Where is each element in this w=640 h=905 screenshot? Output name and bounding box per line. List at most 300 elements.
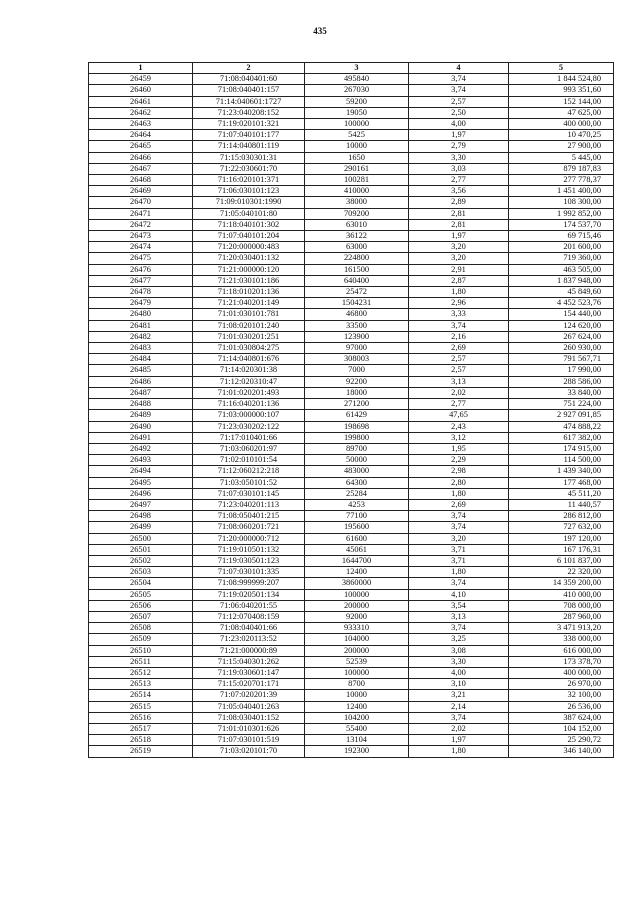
table-row: [89, 522, 614, 533]
row-number-cell: 26467: [89, 163, 193, 174]
table-row: [89, 264, 614, 275]
area-cell: 64300: [305, 477, 409, 488]
area-cell: 271200: [305, 399, 409, 410]
cadastral-number-cell: 71:19:030601:147: [193, 667, 305, 678]
table-row: [89, 712, 614, 723]
row-number-cell: 26481: [89, 320, 193, 331]
amount-cell: 22 320,00: [509, 567, 614, 578]
table-row: [89, 735, 614, 746]
table-row: [89, 186, 614, 197]
rate-cell: 3,74: [409, 712, 509, 723]
cadastral-number-cell: 71:07:040101:204: [193, 231, 305, 242]
row-number-cell: 26488: [89, 399, 193, 410]
amount-cell: 14 359 200,00: [509, 578, 614, 589]
cadastral-number-cell: 71:07:030101:145: [193, 488, 305, 499]
rate-cell: 3,10: [409, 679, 509, 690]
cadastral-number-cell: 71:01:030201:251: [193, 331, 305, 342]
area-cell: 52539: [305, 656, 409, 667]
rate-cell: 2,79: [409, 141, 509, 152]
table-row: [89, 667, 614, 678]
rate-cell: 1,80: [409, 567, 509, 578]
amount-cell: 2 927 091,85: [509, 410, 614, 421]
cadastral-number-cell: 71:15:040301:262: [193, 656, 305, 667]
amount-cell: 1 837 948,00: [509, 275, 614, 286]
amount-cell: 174 537,70: [509, 219, 614, 230]
area-cell: 33500: [305, 320, 409, 331]
table-row: [89, 600, 614, 611]
amount-cell: 177 468,00: [509, 477, 614, 488]
rate-cell: 2,02: [409, 723, 509, 734]
row-number-cell: 26499: [89, 522, 193, 533]
cadastral-number-cell: 71:05:040401:263: [193, 701, 305, 712]
table-row: [89, 85, 614, 96]
table-row: [89, 589, 614, 600]
amount-cell: 11 440,57: [509, 499, 614, 510]
row-number-cell: 26496: [89, 488, 193, 499]
table-row: [89, 645, 614, 656]
cadastral-number-cell: 71:07:040101:177: [193, 130, 305, 141]
amount-cell: 288 586,00: [509, 376, 614, 387]
rate-cell: 2,87: [409, 275, 509, 286]
table-row: [89, 354, 614, 365]
row-number-cell: 26506: [89, 600, 193, 611]
row-number-cell: 26479: [89, 298, 193, 309]
table-row: [89, 119, 614, 130]
row-number-cell: 26468: [89, 175, 193, 186]
row-number-cell: 26494: [89, 466, 193, 477]
amount-cell: 617 382,00: [509, 432, 614, 443]
cadastral-number-cell: 71:20:000000:712: [193, 533, 305, 544]
table-row: [89, 533, 614, 544]
table-row: [89, 376, 614, 387]
table-row: [89, 152, 614, 163]
table-row: [89, 701, 614, 712]
area-cell: 161500: [305, 264, 409, 275]
cadastral-number-cell: 71:15:030301:31: [193, 152, 305, 163]
row-number-cell: 26492: [89, 443, 193, 454]
row-number-cell: 26464: [89, 130, 193, 141]
cadastral-number-cell: 71:01:010301:626: [193, 723, 305, 734]
cadastral-number-cell: 71:14:040801:676: [193, 354, 305, 365]
table-row: [89, 130, 614, 141]
data-table: [88, 62, 614, 758]
amount-cell: 27 900,00: [509, 141, 614, 152]
row-number-cell: 26503: [89, 567, 193, 578]
area-cell: 1504231: [305, 298, 409, 309]
cadastral-number-cell: 71:14:020301:38: [193, 365, 305, 376]
table-row: [89, 410, 614, 421]
table-row: [89, 287, 614, 298]
row-number-cell: 26484: [89, 354, 193, 365]
area-cell: 92200: [305, 376, 409, 387]
column-header-3: 3: [305, 63, 409, 74]
area-cell: 10000: [305, 690, 409, 701]
area-cell: 18000: [305, 387, 409, 398]
table-row: [89, 309, 614, 320]
table-row: [89, 387, 614, 398]
area-cell: 267030: [305, 85, 409, 96]
area-cell: 199800: [305, 432, 409, 443]
table-row: [89, 343, 614, 354]
amount-cell: 25 290,72: [509, 735, 614, 746]
table-row: [89, 242, 614, 253]
amount-cell: 727 632,00: [509, 522, 614, 533]
amount-cell: 463 505,00: [509, 264, 614, 275]
rate-cell: 1,95: [409, 443, 509, 454]
area-cell: 46800: [305, 309, 409, 320]
cadastral-number-cell: 71:12:070408:159: [193, 611, 305, 622]
table-row: [89, 634, 614, 645]
rate-cell: 3,13: [409, 611, 509, 622]
row-number-cell: 26513: [89, 679, 193, 690]
cadastral-number-cell: 71:23:040201:113: [193, 499, 305, 510]
row-number-cell: 26500: [89, 533, 193, 544]
amount-cell: 708 000,00: [509, 600, 614, 611]
row-number-cell: 26472: [89, 219, 193, 230]
table-row: [89, 499, 614, 510]
amount-cell: 791 567,71: [509, 354, 614, 365]
table-row: [89, 567, 614, 578]
area-cell: 483000: [305, 466, 409, 477]
rate-cell: 3,03: [409, 163, 509, 174]
amount-cell: 993 351,60: [509, 85, 614, 96]
cadastral-number-cell: 71:23:030202:122: [193, 421, 305, 432]
cadastral-number-cell: 71:07:020201:39: [193, 690, 305, 701]
row-number-cell: 26478: [89, 287, 193, 298]
table-row: [89, 544, 614, 555]
table-row: [89, 298, 614, 309]
area-cell: 640400: [305, 275, 409, 286]
area-cell: 7000: [305, 365, 409, 376]
rate-cell: 2,57: [409, 96, 509, 107]
amount-cell: 1 844 524,80: [509, 74, 614, 85]
rate-cell: 1,97: [409, 231, 509, 242]
rate-cell: 1,97: [409, 130, 509, 141]
row-number-cell: 26510: [89, 645, 193, 656]
row-number-cell: 26512: [89, 667, 193, 678]
cadastral-number-cell: 71:15:020701:171: [193, 679, 305, 690]
row-number-cell: 26466: [89, 152, 193, 163]
table-row: [89, 555, 614, 566]
cadastral-number-cell: 71:08:020101:240: [193, 320, 305, 331]
area-cell: 1644700: [305, 555, 409, 566]
rate-cell: 2,81: [409, 219, 509, 230]
table-row: [89, 477, 614, 488]
cadastral-number-cell: 71:16:020101:371: [193, 175, 305, 186]
table-row: [89, 723, 614, 734]
amount-cell: 124 620,00: [509, 320, 614, 331]
row-number-cell: 26502: [89, 555, 193, 566]
row-number-cell: 26517: [89, 723, 193, 734]
rate-cell: 4,10: [409, 589, 509, 600]
rate-cell: 3,20: [409, 253, 509, 264]
amount-cell: 167 176,31: [509, 544, 614, 555]
area-cell: 410000: [305, 186, 409, 197]
table-row: [89, 275, 614, 286]
column-header-1: 1: [89, 63, 193, 74]
row-number-cell: 26473: [89, 231, 193, 242]
row-number-cell: 26518: [89, 735, 193, 746]
cadastral-number-cell: 71:09:010301:1990: [193, 197, 305, 208]
rate-cell: 3,74: [409, 623, 509, 634]
cadastral-number-cell: 71:01:030101:781: [193, 309, 305, 320]
table-row: [89, 432, 614, 443]
row-number-cell: 26470: [89, 197, 193, 208]
area-cell: 195600: [305, 522, 409, 533]
row-number-cell: 26471: [89, 208, 193, 219]
area-cell: 36122: [305, 231, 409, 242]
rate-cell: 3,13: [409, 376, 509, 387]
cadastral-number-cell: 71:12:060212:218: [193, 466, 305, 477]
amount-cell: 104 152,00: [509, 723, 614, 734]
page-number: 435: [313, 26, 327, 36]
cadastral-number-cell: 71:18:040101:302: [193, 219, 305, 230]
rate-cell: 3,21: [409, 690, 509, 701]
cadastral-number-cell: 71:03:000000:107: [193, 410, 305, 421]
cadastral-number-cell: 71:22:030601:70: [193, 163, 305, 174]
row-number-cell: 26460: [89, 85, 193, 96]
table-row: [89, 163, 614, 174]
rate-cell: 2,57: [409, 365, 509, 376]
amount-cell: 154 440,00: [509, 309, 614, 320]
table-row: [89, 690, 614, 701]
table-row: [89, 331, 614, 342]
row-number-cell: 26461: [89, 96, 193, 107]
table-row: [89, 443, 614, 454]
table-row: [89, 511, 614, 522]
table-row: [89, 488, 614, 499]
row-number-cell: 26498: [89, 511, 193, 522]
cadastral-number-cell: 71:08:999999:207: [193, 578, 305, 589]
amount-cell: 26 536,00: [509, 701, 614, 712]
cadastral-number-cell: 71:08:040401:60: [193, 74, 305, 85]
area-cell: 92000: [305, 611, 409, 622]
row-number-cell: 26504: [89, 578, 193, 589]
row-number-cell: 26509: [89, 634, 193, 645]
row-number-cell: 26476: [89, 264, 193, 275]
table-row: [89, 578, 614, 589]
area-cell: 25284: [305, 488, 409, 499]
amount-cell: 47 625,00: [509, 107, 614, 118]
cadastral-number-cell: 71:18:010201:136: [193, 287, 305, 298]
amount-cell: 4 452 523,76: [509, 298, 614, 309]
amount-cell: 17 990,00: [509, 365, 614, 376]
table-row: [89, 365, 614, 376]
amount-cell: 751 224,00: [509, 399, 614, 410]
area-cell: 224800: [305, 253, 409, 264]
table-row: [89, 746, 614, 757]
table-row: [89, 455, 614, 466]
amount-cell: 114 500,00: [509, 455, 614, 466]
table-header-row: [89, 63, 614, 74]
cadastral-number-cell: 71:03:050101:52: [193, 477, 305, 488]
rate-cell: 2,69: [409, 499, 509, 510]
rate-cell: 2,57: [409, 354, 509, 365]
cadastral-number-cell: 71:21:000000:120: [193, 264, 305, 275]
row-number-cell: 26486: [89, 376, 193, 387]
area-cell: 192300: [305, 746, 409, 757]
area-cell: 55400: [305, 723, 409, 734]
cadastral-number-cell: 71:20:030401:132: [193, 253, 305, 264]
row-number-cell: 26508: [89, 623, 193, 634]
amount-cell: 32 100,00: [509, 690, 614, 701]
area-cell: 4253: [305, 499, 409, 510]
area-cell: 3860000: [305, 578, 409, 589]
cadastral-number-cell: 71:14:040601:1727: [193, 96, 305, 107]
row-number-cell: 26474: [89, 242, 193, 253]
amount-cell: 277 778,37: [509, 175, 614, 186]
table-row: [89, 231, 614, 242]
table-row: [89, 623, 614, 634]
area-cell: 495840: [305, 74, 409, 85]
cadastral-number-cell: 71:08:040401:157: [193, 85, 305, 96]
rate-cell: 2,16: [409, 331, 509, 342]
row-number-cell: 26519: [89, 746, 193, 757]
row-number-cell: 26495: [89, 477, 193, 488]
cadastral-number-cell: 71:14:040801:119: [193, 141, 305, 152]
rate-cell: 3,20: [409, 533, 509, 544]
row-number-cell: 26491: [89, 432, 193, 443]
rate-cell: 2,50: [409, 107, 509, 118]
rate-cell: 2,69: [409, 343, 509, 354]
table-row: [89, 96, 614, 107]
amount-cell: 260 930,00: [509, 343, 614, 354]
area-cell: 13104: [305, 735, 409, 746]
area-cell: 200000: [305, 645, 409, 656]
cadastral-number-cell: 71:03:020101:70: [193, 746, 305, 757]
table-row: [89, 399, 614, 410]
area-cell: 5425: [305, 130, 409, 141]
area-cell: 10000: [305, 141, 409, 152]
amount-cell: 616 000,00: [509, 645, 614, 656]
amount-cell: 287 960,00: [509, 611, 614, 622]
area-cell: 308003: [305, 354, 409, 365]
rate-cell: 3,74: [409, 578, 509, 589]
rate-cell: 4,00: [409, 119, 509, 130]
amount-cell: 69 715,46: [509, 231, 614, 242]
amount-cell: 338 000,00: [509, 634, 614, 645]
rate-cell: 1,97: [409, 735, 509, 746]
row-number-cell: 26497: [89, 499, 193, 510]
rate-cell: 3,56: [409, 186, 509, 197]
table-row: [89, 208, 614, 219]
area-cell: 933310: [305, 623, 409, 634]
data-table-container: [88, 62, 613, 758]
area-cell: 100000: [305, 119, 409, 130]
rate-cell: 1,80: [409, 746, 509, 757]
area-cell: 8700: [305, 679, 409, 690]
rate-cell: 2,77: [409, 399, 509, 410]
rate-cell: 2,43: [409, 421, 509, 432]
cadastral-number-cell: 71:08:030401:152: [193, 712, 305, 723]
cadastral-number-cell: 71:07:030101:335: [193, 567, 305, 578]
area-cell: 97000: [305, 343, 409, 354]
area-cell: 709200: [305, 208, 409, 219]
row-number-cell: 26465: [89, 141, 193, 152]
area-cell: 38000: [305, 197, 409, 208]
column-header-4: 4: [409, 63, 509, 74]
amount-cell: 1 992 852,00: [509, 208, 614, 219]
row-number-cell: 26483: [89, 343, 193, 354]
rate-cell: 2,80: [409, 477, 509, 488]
area-cell: 61600: [305, 533, 409, 544]
cadastral-number-cell: 71:19:020501:134: [193, 589, 305, 600]
row-number-cell: 26493: [89, 455, 193, 466]
amount-cell: 474 888,22: [509, 421, 614, 432]
table-row: [89, 679, 614, 690]
table-row: [89, 253, 614, 264]
cadastral-number-cell: 71:19:030501:123: [193, 555, 305, 566]
row-number-cell: 26477: [89, 275, 193, 286]
area-cell: 123900: [305, 331, 409, 342]
area-cell: 100000: [305, 667, 409, 678]
cadastral-number-cell: 71:20:000000:483: [193, 242, 305, 253]
column-header-2: 2: [193, 63, 305, 74]
cadastral-number-cell: 71:12:020310:47: [193, 376, 305, 387]
amount-cell: 173 378,70: [509, 656, 614, 667]
table-row: [89, 611, 614, 622]
rate-cell: 2,89: [409, 197, 509, 208]
row-number-cell: 26487: [89, 387, 193, 398]
rate-cell: 3,74: [409, 320, 509, 331]
cadastral-number-cell: 71:19:010501:132: [193, 544, 305, 555]
area-cell: 12400: [305, 567, 409, 578]
table-row: [89, 141, 614, 152]
area-cell: 100281: [305, 175, 409, 186]
amount-cell: 10 470,25: [509, 130, 614, 141]
area-cell: 59200: [305, 96, 409, 107]
rate-cell: 47,65: [409, 410, 509, 421]
row-number-cell: 26485: [89, 365, 193, 376]
rate-cell: 3,71: [409, 555, 509, 566]
area-cell: 200000: [305, 600, 409, 611]
cadastral-number-cell: 71:19:020101:321: [193, 119, 305, 130]
table-body: [89, 74, 614, 757]
area-cell: 19050: [305, 107, 409, 118]
rate-cell: 3,74: [409, 511, 509, 522]
amount-cell: 45 511,20: [509, 488, 614, 499]
row-number-cell: 26463: [89, 119, 193, 130]
area-cell: 1650: [305, 152, 409, 163]
table-row: [89, 466, 614, 477]
amount-cell: 719 360,00: [509, 253, 614, 264]
amount-cell: 45 849,60: [509, 287, 614, 298]
rate-cell: 3,74: [409, 74, 509, 85]
area-cell: 77100: [305, 511, 409, 522]
cadastral-number-cell: 71:23:040208:152: [193, 107, 305, 118]
cadastral-number-cell: 71:08:050401:215: [193, 511, 305, 522]
amount-cell: 108 300,00: [509, 197, 614, 208]
amount-cell: 410 000,00: [509, 589, 614, 600]
rate-cell: 3,33: [409, 309, 509, 320]
area-cell: 61429: [305, 410, 409, 421]
rate-cell: 3,30: [409, 152, 509, 163]
cadastral-number-cell: 71:21:000000:89: [193, 645, 305, 656]
table-row: [89, 74, 614, 85]
cadastral-number-cell: 71:08:040401:66: [193, 623, 305, 634]
table-row: [89, 421, 614, 432]
table-row: [89, 320, 614, 331]
column-header-5: 5: [509, 63, 614, 74]
amount-cell: 26 970,00: [509, 679, 614, 690]
rate-cell: 2,81: [409, 208, 509, 219]
amount-cell: 33 840,00: [509, 387, 614, 398]
row-number-cell: 26514: [89, 690, 193, 701]
amount-cell: 3 471 913,20: [509, 623, 614, 634]
rate-cell: 3,71: [409, 544, 509, 555]
amount-cell: 1 451 400,00: [509, 186, 614, 197]
area-cell: 198698: [305, 421, 409, 432]
